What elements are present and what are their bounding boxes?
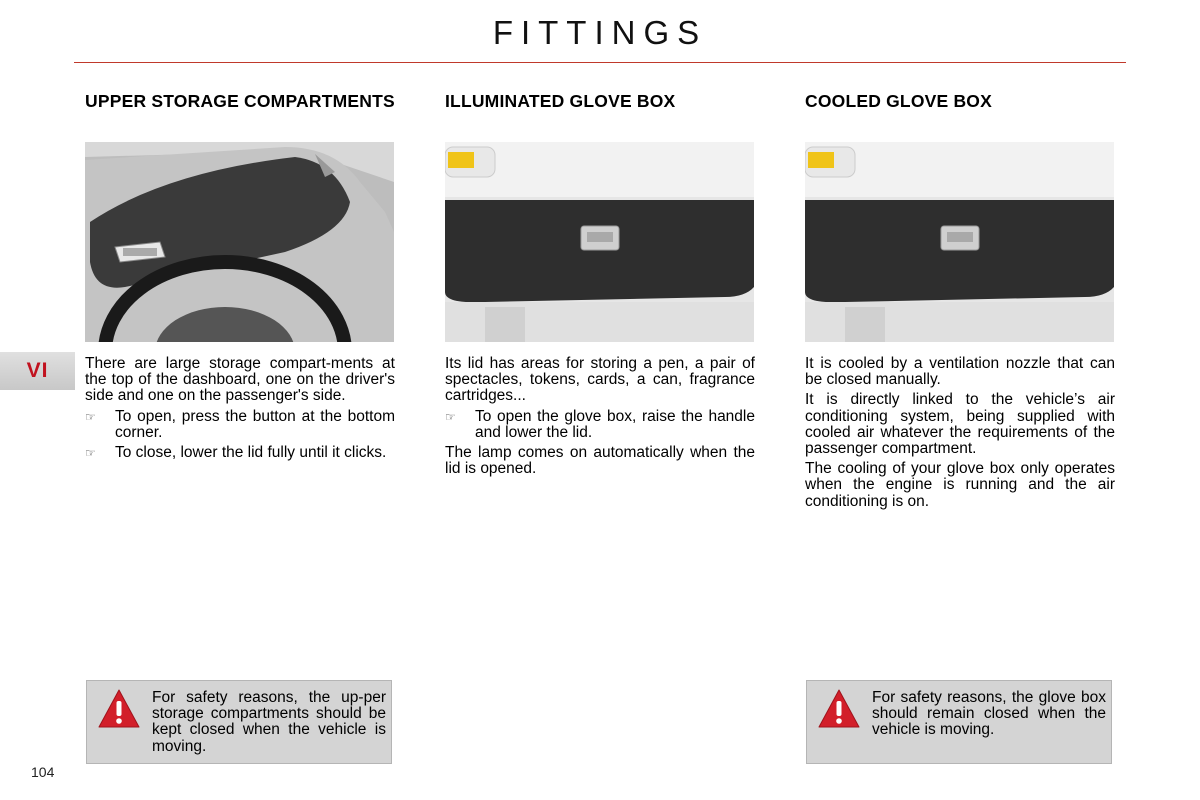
page-number: 104 [31,764,55,780]
pointing-hand-icon: ☞ [85,446,96,461]
glove-box-photo [445,142,754,342]
warning-text: For safety reasons, the up-per storage compartments should be kept closed when the vehicle is moving. [152,689,386,755]
section-upper-storage [85,92,395,465]
section-body [85,356,395,461]
list-item [85,445,395,461]
paragraph: There are large storage compart-ments at the top of the dashboard, one on the driver's side and one on the passenger's side. [85,355,395,405]
section-body [445,356,755,477]
chapter-tab: VI [0,352,75,390]
section-illuminated-glove-box [445,92,755,481]
page-title: FITTINGS [492,14,708,51]
warning-triangle-icon [97,687,141,731]
list-item [445,409,755,441]
paragraph: The cooling of your glove box only operates when the engine is running and the air conditioning is on. [805,460,1115,510]
section-title: COOLED GLOVE BOX [805,91,992,111]
paragraph: It is cooled by a ventilation nozzle that can be closed manually. [805,355,1115,389]
dashboard-storage-photo [85,142,394,342]
paragraph: The lamp comes on automatically when the lid is opened. [445,444,755,478]
section-title: ILLUMINATED GLOVE BOX [445,91,676,111]
glove-box-photo [805,142,1114,342]
list-item-text: To open the glove box, raise the handle and lower the lid. [475,407,755,441]
list-item-text: To open, press the button at the bottom corner. [115,407,395,441]
warning-text: For safety reasons, the glove box should remain closed when the vehicle is moving. [872,689,1106,739]
paragraph: Its lid has areas for storing a pen, a pair of spectacles, tokens, cards, a can, fragrance cartridges... [445,355,755,405]
paragraph: It is directly linked to the vehicle’s air conditioning system, being supplied with cooled air whatever the requirements of the passenger compartment. [805,391,1115,458]
warning-triangle-icon [817,687,861,731]
pointing-hand-icon: ☞ [85,409,96,424]
pointing-hand-icon: ☞ [445,409,456,424]
safety-warning [806,680,1112,764]
section-body [805,356,1115,510]
section-title: UPPER STORAGE COMPARTMENTS [85,91,395,111]
list-item [85,409,395,441]
safety-warning [86,680,392,764]
list-item-text: To close, lower the lid fully until it clicks. [115,444,387,462]
header-divider [74,62,1126,63]
section-cooled-glove-box [805,92,1115,514]
